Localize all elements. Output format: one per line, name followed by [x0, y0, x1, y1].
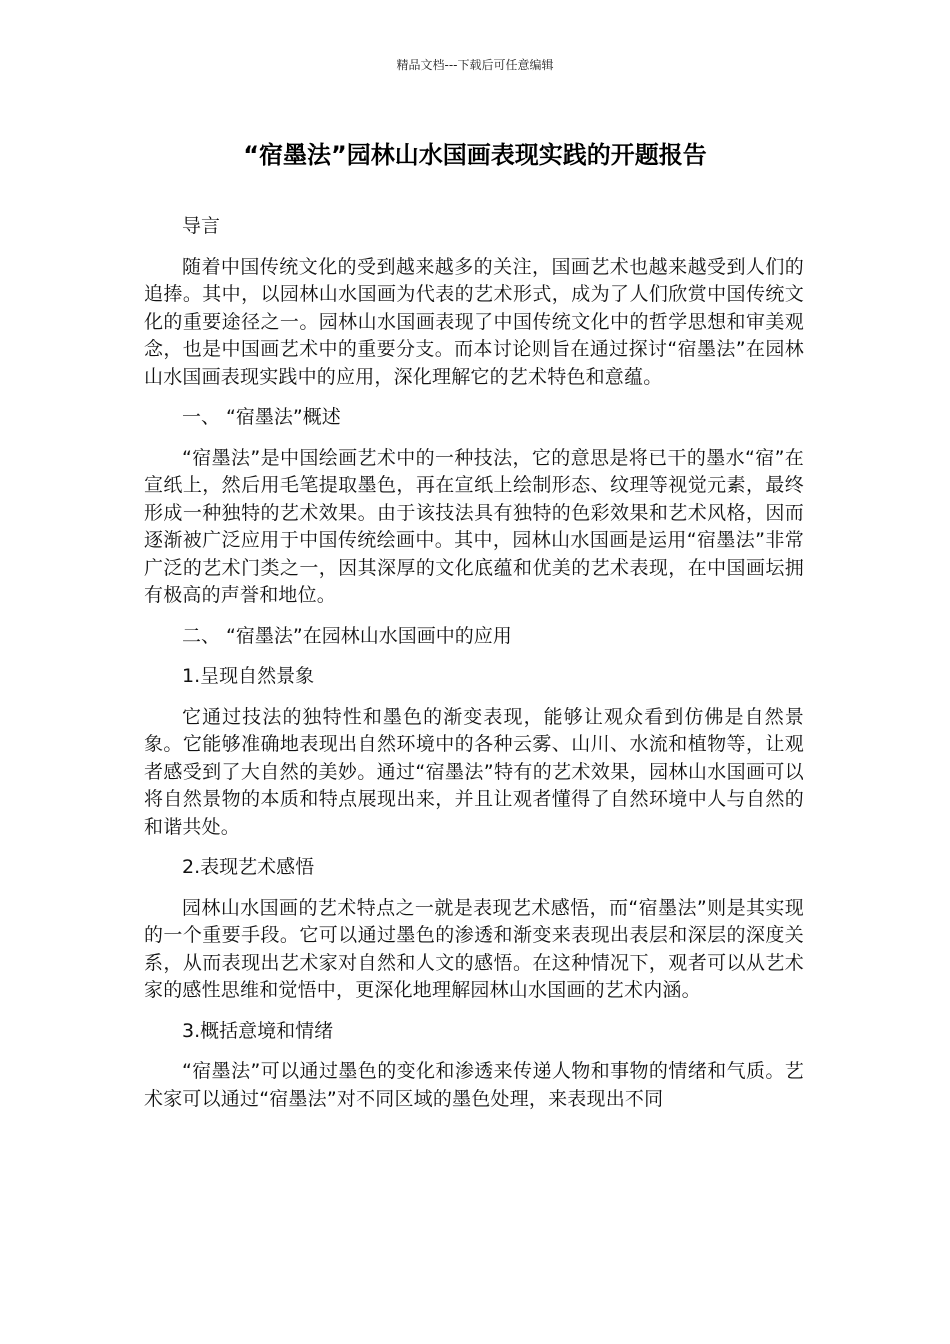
section-2-2-heading: 2.表现艺术感悟 [182, 856, 315, 878]
section-2-1-paragraph: 它通过技法的独特性和墨色的渐变表现，能够让观众看到仿佛是自然景象。它能够准确地表现出自然环境中的各种云雾、山川、水流和植物等，让观者感受到了大自然的美妙。通过“宿墨法”特有的艺术效果，园林山水国画可以将自然景物的本质和特点展现出来，并且让观者懂得了自然环境中人与自然的和谐共处。 [144, 705, 804, 838]
section-2-1-heading: 1.呈现自然景象 [182, 665, 315, 687]
section-1-paragraph: “宿墨法”是中国绘画艺术中的一种技法，它的意思是将已干的墨水“宿”在宣纸上，然后用毛笔提取墨色，再在宣纸上绘制形态、纹理等视觉元素，最终形成一种独特的艺术效果。由于该技法具有独特的色彩效果和艺术风格，因而逐渐被广泛应用于中国传统绘画中。其中，园林山水国画是运用“宿墨法”非常广泛的艺术门类之一，因其深厚的文化底蕴和优美的艺术表现，在中国画坛拥有极高的声誉和地位。 [144, 446, 804, 606]
document-title: “宿墨法”园林山水国画表现实践的开题报告 [243, 141, 707, 169]
intro-paragraph: 随着中国传统文化的受到越来越多的关注，国画艺术也越来越受到人们的追捧。其中，以园林山水国画为代表的艺术形式，成为了人们欣赏中国传统文化的重要途径之一。园林山水国画表现了中国传统文化中的哲学思想和审美观念，也是中国画艺术中的重要分支。而本讨论则旨在通过探讨“宿墨法”在园林山水国画表现实践中的应用，深化理解它的艺术特色和意蕴。 [144, 255, 804, 388]
section-1-heading: 一、 “宿墨法”概述 [182, 406, 341, 428]
intro-heading: 导言 [182, 215, 221, 237]
document-body [144, 213, 804, 1126]
section-2-3-heading: 3.概括意境和情绪 [182, 1019, 334, 1042]
header-note: 精品文档---下载后可任意编辑 [396, 58, 554, 72]
section-2-heading: 二、 “宿墨法”在园林山水国画中的应用 [182, 624, 512, 647]
section-2-2-paragraph: 园林山水国画的艺术特点之一就是表现艺术感悟，而“宿墨法”则是其实现的一个重要手段。它可以通过墨色的渗透和渐变来表现出表层和深层的深度关系，从而表现出艺术家对自然和人文的感悟。在这种情况下，观者可以从艺术家的感性思维和觉悟中，更深化地理解园林山水国画的艺术内涵。 [144, 896, 804, 1001]
section-2-3-paragraph: “宿墨法”可以通过墨色的变化和渗透来传递人物和事物的情绪和气质。艺术家可以通过“宿墨法”对不同区域的墨色处理，来表现出不同 [144, 1060, 804, 1110]
